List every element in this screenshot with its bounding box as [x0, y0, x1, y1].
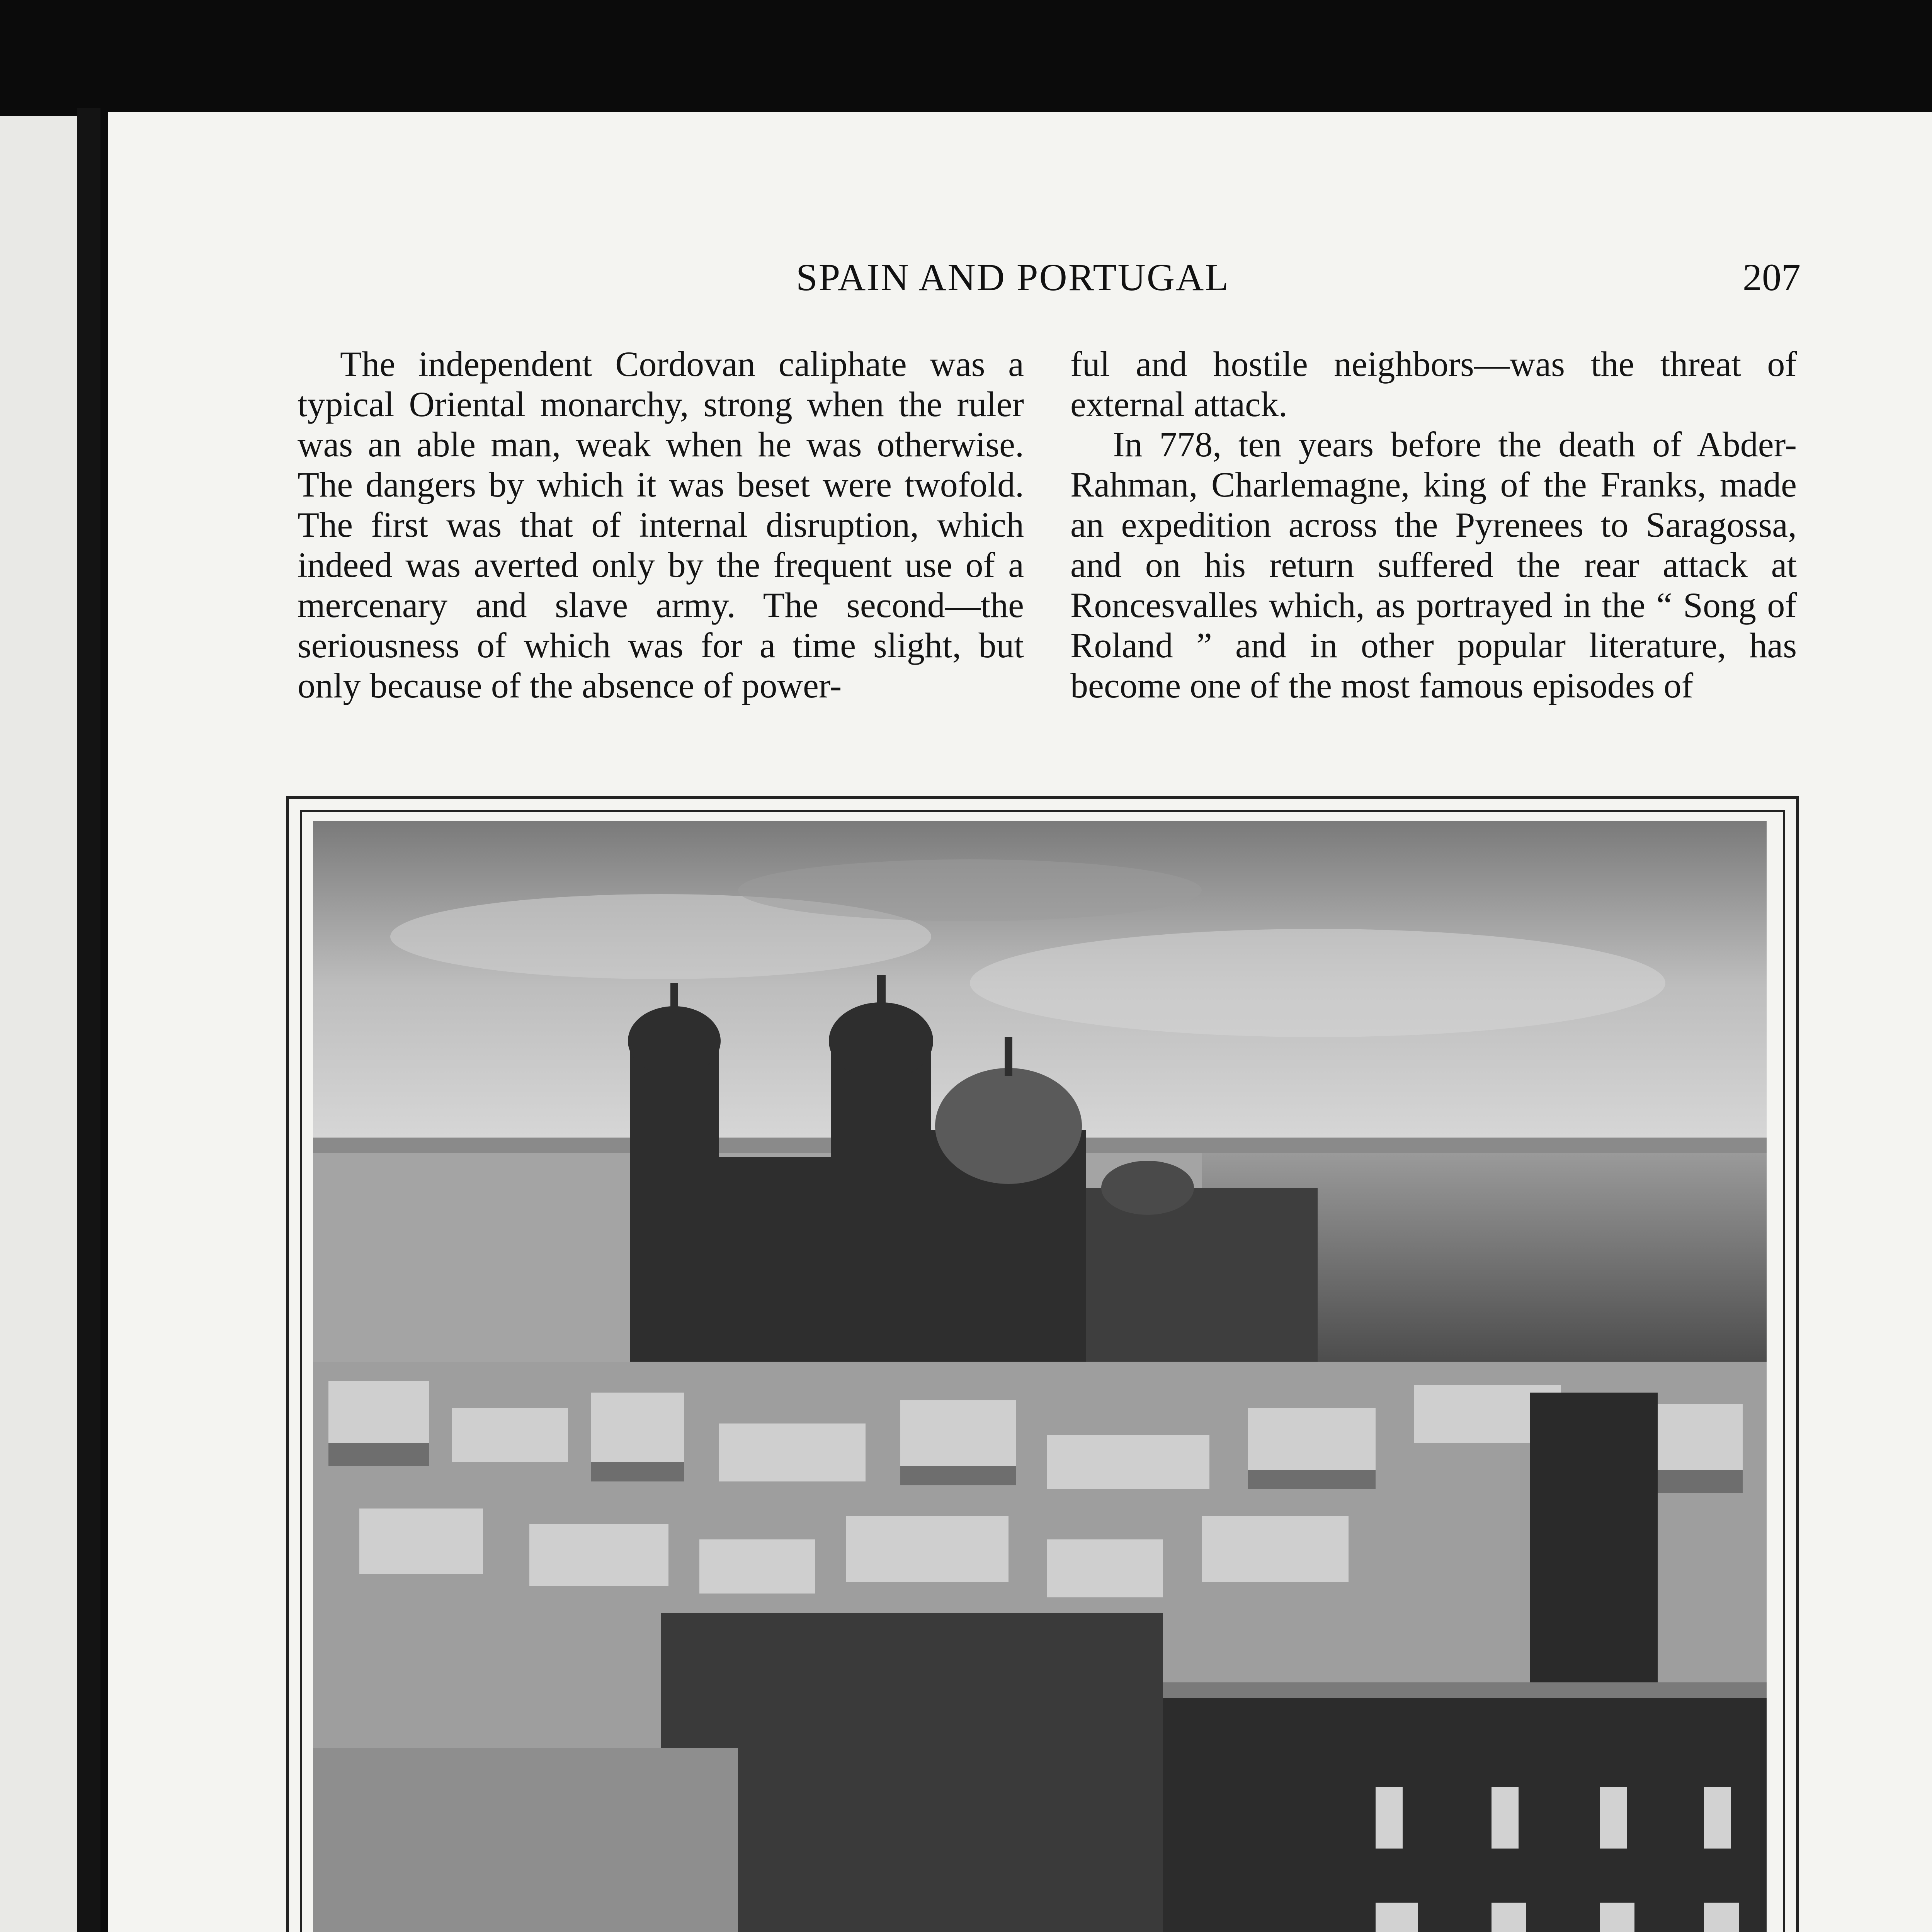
paragraph: In 778, ten years before the death of Abder-Rahman, Charlemagne, king of the Franks, made an expedition across the Pyrenees to Saragossa, and on his return suffered the rear attack at Roncesvalles which, as portrayed in the “ Song of Roland ” and in other popular literature, has become one of the most famous episodes of [1070, 425, 1797, 705]
book-gutter [77, 108, 100, 1932]
cadiz-photo-illustration [313, 821, 1767, 1932]
left-page-edge [0, 116, 81, 1932]
text-column-left [298, 344, 1024, 706]
page-number: 207 [1743, 256, 1801, 299]
paragraph: ful and hostile neighbors—was the threat of external attack. [1070, 344, 1797, 424]
paragraph: The independent Cordovan caliphate was a typical Oriental monarchy, strong when the ruler was an able man, weak when he was otherwise. The dangers by which it was beset were twofold. The first was that of internal disruption, which indeed was averted only by the frequent use of a mercenary and slave army. The second—the seriousness of which was for a time slight, but only because of the absence of power- [298, 344, 1024, 705]
photograph-cadiz [313, 821, 1767, 1932]
running-title: SPAIN AND PORTUGAL [796, 256, 1230, 299]
photo-frame [286, 796, 1799, 1932]
text-column-right [1070, 344, 1797, 706]
